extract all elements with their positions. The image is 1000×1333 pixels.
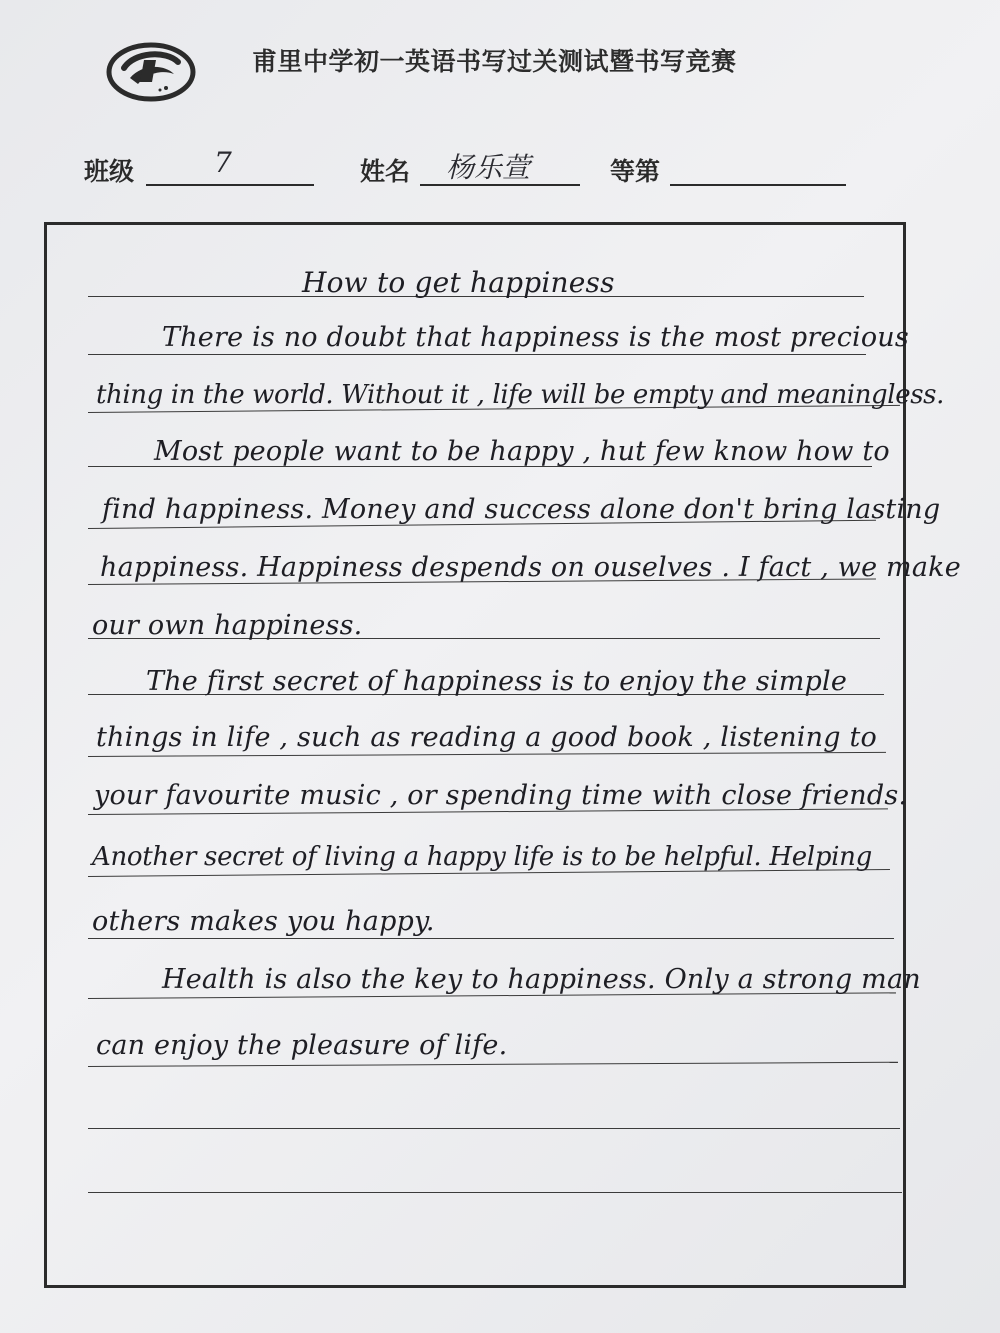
exam-title: 甫里中学初一英语书写过关测试暨书写竞赛 bbox=[252, 47, 737, 76]
class-field[interactable] bbox=[146, 184, 314, 186]
essay-line: There is no doubt that happiness is the most precious bbox=[162, 322, 909, 353]
essay-line: thing in the world. Without it , life will be empty and meaningless. bbox=[96, 380, 944, 410]
writing-line bbox=[88, 354, 866, 355]
essay-line: happiness. Happiness despends on ouselves . I fact , we make bbox=[100, 552, 961, 583]
essay-line: Health is also the key to happiness. Only a strong man bbox=[162, 964, 921, 995]
writing-line bbox=[88, 938, 894, 939]
essay-line: The first secret of happiness is to enjoy the simple bbox=[146, 666, 848, 697]
name-label: 姓名 bbox=[360, 157, 411, 186]
essay-title: How to get happiness bbox=[302, 266, 615, 299]
class-value: 7 bbox=[214, 146, 232, 179]
grade-label: 等第 bbox=[610, 157, 661, 186]
writing-line-empty bbox=[88, 1128, 900, 1129]
grade-field[interactable] bbox=[670, 184, 846, 186]
essay-line: find happiness. Money and success alone don't bring lasting bbox=[102, 494, 941, 525]
essay-line: others makes you happy. bbox=[92, 906, 435, 937]
name-field[interactable] bbox=[420, 184, 580, 186]
class-label: 班级 bbox=[84, 157, 135, 186]
name-value: 杨乐萱 bbox=[446, 151, 531, 184]
essay-line: Another secret of living a happy life is to be helpful. Helping bbox=[92, 842, 872, 872]
essay-line: can enjoy the pleasure of life. bbox=[96, 1030, 508, 1061]
essay-line: things in life , such as reading a good book , listening to bbox=[96, 722, 877, 753]
school-emblem-icon bbox=[104, 38, 198, 104]
essay-line: our own happiness. bbox=[92, 610, 363, 641]
student-info-row bbox=[84, 146, 884, 192]
essay-line: Most people want to be happy , hut few know how to bbox=[154, 436, 890, 467]
essay-line: your favourite music , or spending time with close friends. bbox=[94, 780, 908, 811]
writing-line-empty bbox=[88, 1192, 902, 1193]
